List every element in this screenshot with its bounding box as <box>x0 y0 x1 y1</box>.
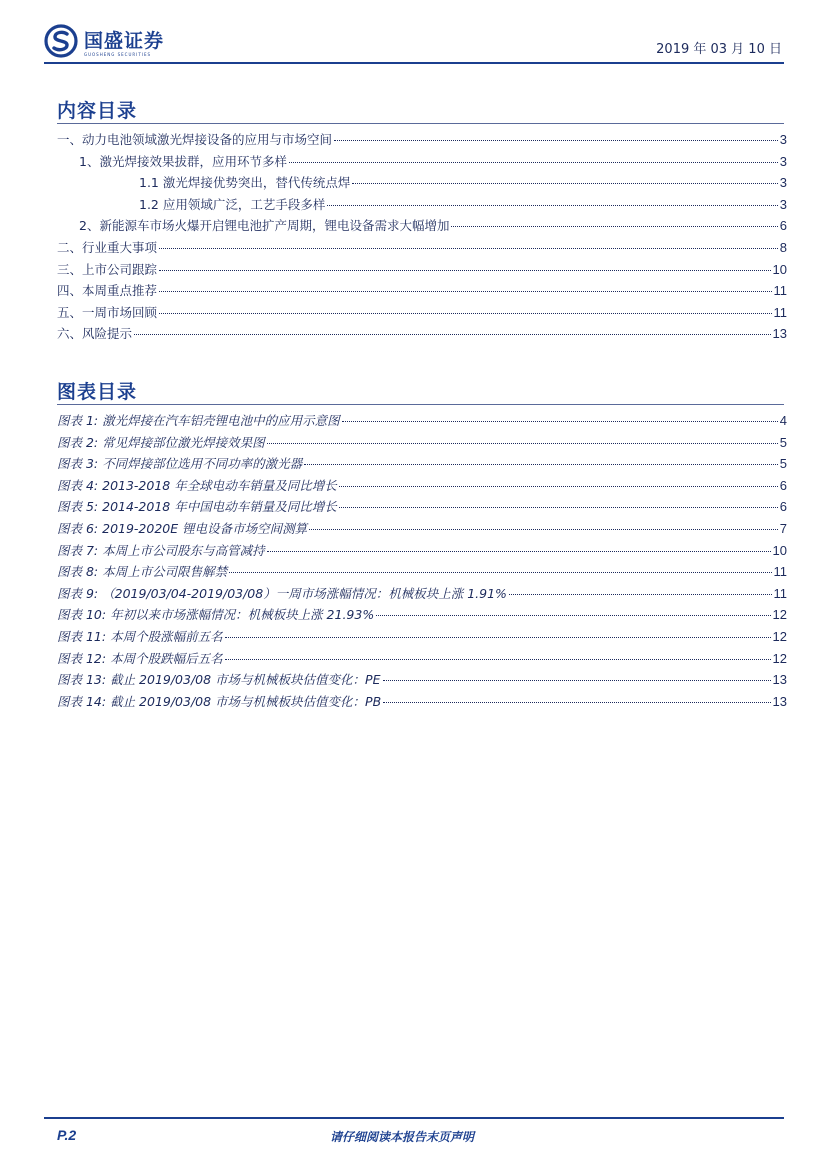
toc-item[interactable]: 1、激光焊接效果拔群，应用环节多样 3 <box>79 153 787 169</box>
toc-item[interactable]: 三、上市公司跟踪 10 <box>57 261 787 277</box>
figure-item[interactable]: 图表 7: 本周上市公司股东与高管减持 10 <box>57 542 787 558</box>
figure-item[interactable]: 图表 6: 2019-2020E 锂电设备市场空间测算 7 <box>57 520 787 536</box>
page-header <box>44 24 784 62</box>
toc-title: 内容目录 <box>57 100 138 122</box>
figure-item[interactable]: 图表 4: 2013-2018 年全球电动车销量及同比增长 6 <box>57 477 787 493</box>
figure-item[interactable]: 图表 12: 本周个股跌幅后五名 12 <box>57 650 787 666</box>
toc-item[interactable]: 一、动力电池领域激光焊接设备的应用与市场空间 3 <box>57 132 787 147</box>
figure-item[interactable]: 图表 2: 常见焊接部位激光焊接效果图 5 <box>57 434 787 450</box>
figure-item[interactable]: 图表 10: 年初以来市场涨幅情况：机械板块上涨 21.93% 12 <box>57 607 787 623</box>
figures-list <box>57 411 787 713</box>
toc-item[interactable]: 四、本周重点推荐 11 <box>57 283 787 299</box>
figure-item[interactable]: 图表 5: 2014-2018 年中国电动车销量及同比增长 6 <box>57 499 787 515</box>
toc-item[interactable]: 1.2 应用领域广泛，工艺手段多样 3 <box>139 196 787 212</box>
logo-subtitle: GUOSHENG SECURITIES <box>84 52 152 57</box>
figure-item[interactable]: 图表 8: 本周上市公司限售解禁 11 <box>57 564 787 580</box>
guosheng-logo-icon <box>44 24 78 58</box>
toc-item[interactable]: 1.1 激光焊接优势突出，替代传统点焊 3 <box>139 175 787 191</box>
toc-item[interactable]: 二、行业重大事项 8 <box>57 239 787 255</box>
report-date: 2019 年 03 月 10 日 <box>656 42 782 57</box>
footer-divider <box>44 1117 784 1119</box>
logo-text: 国盛证券 <box>84 30 165 52</box>
figures-title: 图表目录 <box>57 381 138 403</box>
toc-list <box>57 130 787 346</box>
page-number: P.2 <box>57 1127 77 1143</box>
figure-item[interactable]: 图表 3: 不同焊接部位选用不同功率的激光器 5 <box>57 456 787 472</box>
figures-title-underline <box>57 404 784 405</box>
figure-item[interactable]: 图表 13: 截止 2019/03/08 市场与机械板块估值变化：PE 13 <box>57 672 787 688</box>
figure-item[interactable]: 图表 9: （2019/03/04-2019/03/08）一周市场涨幅情况：机械板块上涨 1.91% 11 <box>57 585 787 601</box>
footer-disclaimer: 请仔细阅读本报告末页声明 <box>330 1130 475 1144</box>
figure-item[interactable]: 图表 1: 激光焊接在汽车铝壳锂电池中的应用示意图 4 <box>57 413 787 428</box>
figure-item[interactable]: 图表 11: 本周个股涨幅前五名 12 <box>57 628 787 644</box>
header-divider <box>44 62 784 64</box>
toc-title-underline <box>57 123 784 124</box>
figure-item[interactable]: 图表 14: 截止 2019/03/08 市场与机械板块估值变化：PB 13 <box>57 693 787 709</box>
toc-item[interactable]: 2、新能源车市场火爆开启锂电池扩产周期，锂电设备需求大幅增加 6 <box>79 218 787 234</box>
toc-item[interactable]: 六、风险提示 13 <box>57 326 787 342</box>
toc-item[interactable]: 五、一周市场回顾 11 <box>57 304 787 320</box>
